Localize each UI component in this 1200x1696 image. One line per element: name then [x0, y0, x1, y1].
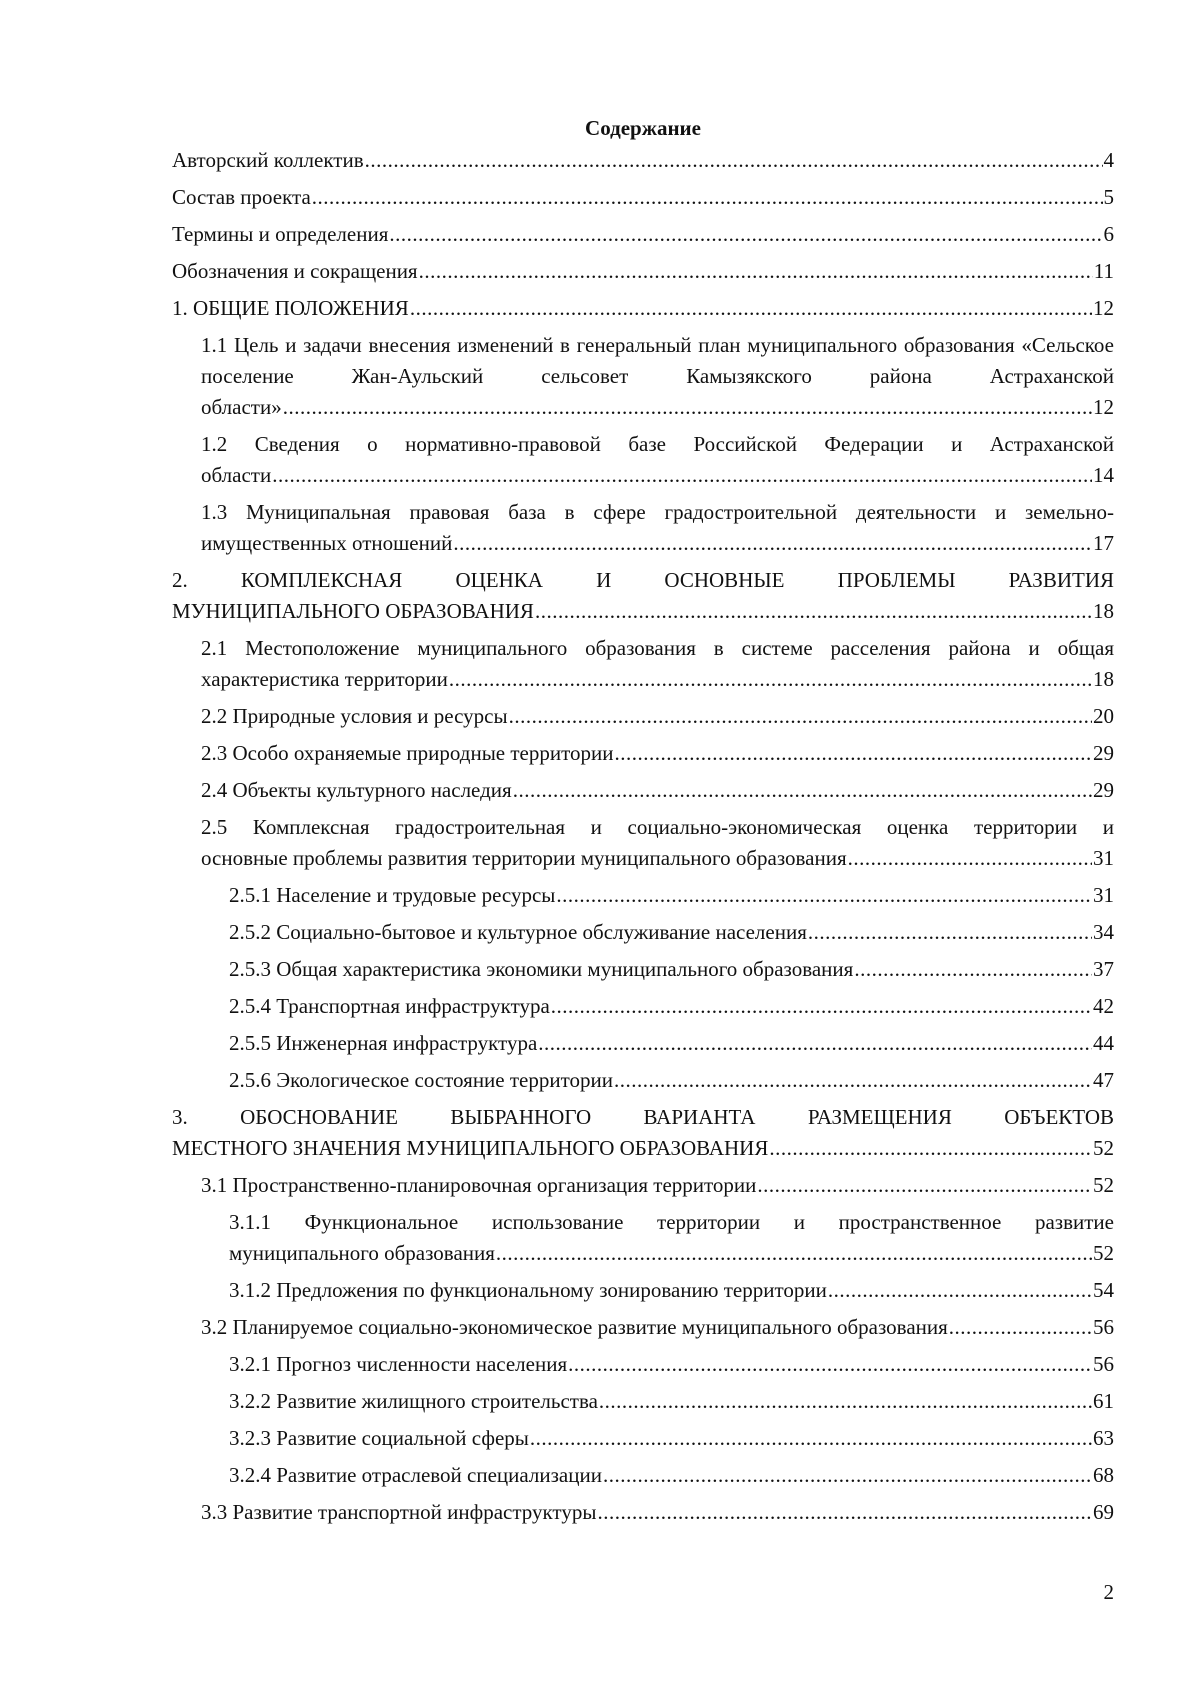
- toc-entry[interactable]: [201, 497, 1114, 559]
- toc-entry-page: 42: [1093, 994, 1114, 1018]
- toc-entry-line: [229, 991, 1114, 1022]
- toc-entry[interactable]: [201, 701, 1114, 732]
- dot-leader: [365, 145, 1103, 176]
- toc-entry-page: 63: [1093, 1426, 1114, 1450]
- toc-entry-title: Состав проекта: [172, 185, 311, 209]
- dot-leader: [757, 1170, 1092, 1201]
- dot-leader: [496, 1238, 1092, 1269]
- toc-entry-page: 29: [1093, 741, 1114, 765]
- toc-entry-title: 3. ОБОСНОВАНИЕ ВЫБРАННОГО ВАРИАНТА РАЗМЕЩЕНИЯ ОБЪЕКТОВ: [172, 1105, 1114, 1129]
- dot-leader: [828, 1275, 1092, 1306]
- toc-entry-page: 56: [1093, 1315, 1114, 1339]
- dot-leader: [614, 1065, 1092, 1096]
- toc-entry[interactable]: [229, 954, 1114, 985]
- dot-leader: [854, 954, 1092, 985]
- dot-leader: [530, 1423, 1092, 1454]
- dot-leader: [509, 701, 1092, 732]
- toc-entry-title: 2.5.2 Социально-бытовое и культурное обслуживание населения: [229, 920, 807, 944]
- dot-leader: [769, 1133, 1092, 1164]
- dot-leader: [599, 1386, 1092, 1417]
- toc-entry-page: 31: [1093, 883, 1114, 907]
- toc-entry-line: [172, 596, 1114, 627]
- toc-entry[interactable]: [201, 1170, 1114, 1201]
- toc-entry-page: 68: [1093, 1463, 1114, 1487]
- toc-entry-page: 11: [1093, 259, 1114, 283]
- toc-entry-line: [201, 775, 1114, 806]
- toc-entry-line: [229, 1065, 1114, 1096]
- toc-entry[interactable]: [201, 633, 1114, 695]
- toc-entry-title: Термины и определения: [172, 222, 389, 246]
- toc-entry-page: 18: [1093, 667, 1114, 691]
- toc-entry-page: 61: [1093, 1389, 1114, 1413]
- dot-leader: [615, 738, 1093, 769]
- toc-entry[interactable]: [201, 775, 1114, 806]
- toc-entry[interactable]: [229, 1207, 1114, 1269]
- toc-entry-page: 20: [1093, 704, 1114, 728]
- toc-entry-page: 37: [1093, 957, 1114, 981]
- toc-entry-title: 2.5.4 Транспортная инфраструктура: [229, 994, 550, 1018]
- toc-entry-title: 1. ОБЩИЕ ПОЛОЖЕНИЯ: [172, 296, 409, 320]
- toc-entry-line: [229, 1028, 1114, 1059]
- toc-entry[interactable]: [229, 917, 1114, 948]
- toc-entry-page: 34: [1093, 920, 1114, 944]
- toc-entry-line: [229, 1349, 1114, 1380]
- toc-entry-title: 3.2.3 Развитие социальной сферы: [229, 1426, 529, 1450]
- toc-entry-title: 2.3 Особо охраняемые природные территории: [201, 741, 614, 765]
- toc-entry-line: [229, 1460, 1114, 1491]
- toc-entry-title: 1.1 Цель и задачи внесения изменений в генеральный план муниципального образования «Сельское поселение Жан-Аульский сельсовет Камызякского района Астраханской: [201, 333, 1114, 388]
- toc-entry-title: Обозначения и сокращения: [172, 259, 418, 283]
- toc-entry[interactable]: [229, 1460, 1114, 1491]
- toc-entry-page: 56: [1093, 1352, 1114, 1376]
- toc-entry-page: 14: [1093, 463, 1114, 487]
- toc-entry-title: 3.1.1 Функциональное использование территории и пространственное развитие: [229, 1210, 1114, 1234]
- toc-entry[interactable]: [172, 293, 1114, 324]
- dot-leader: [556, 880, 1092, 911]
- toc-entry-title: имущественных отношений: [201, 531, 453, 555]
- toc-entry-title: области»: [201, 395, 282, 419]
- toc-entry-line: [172, 219, 1114, 250]
- toc-entry-page: 4: [1103, 148, 1114, 172]
- toc-entry-line: [201, 738, 1114, 769]
- toc-entry[interactable]: [229, 1386, 1114, 1417]
- toc-entry-title: 3.1 Пространственно-планировочная организация территории: [201, 1173, 757, 1197]
- toc-entry-line: [229, 1238, 1114, 1269]
- toc-entry-title: 2.5.3 Общая характеристика экономики муниципального образования: [229, 957, 854, 981]
- toc-entry-page: 69: [1093, 1500, 1114, 1524]
- toc-entry-title: 2.1 Местоположение муниципального образования в системе расселения района и общая: [201, 636, 1114, 660]
- toc-entry-title: 2.5.1 Население и трудовые ресурсы: [229, 883, 556, 907]
- dot-leader: [949, 1312, 1092, 1343]
- toc-entry-line: [201, 1312, 1114, 1343]
- toc-entry-line: [172, 145, 1114, 176]
- toc-entry[interactable]: [201, 330, 1114, 423]
- toc-entry-page: 31: [1093, 846, 1114, 870]
- toc-entry-page: 12: [1093, 296, 1114, 320]
- toc-entry[interactable]: [229, 991, 1114, 1022]
- toc-entry-line: [201, 1497, 1114, 1528]
- toc-entry-title: МЕСТНОГО ЗНАЧЕНИЯ МУНИЦИПАЛЬНОГО ОБРАЗОВАНИЯ: [172, 1136, 769, 1160]
- toc-entry[interactable]: [201, 738, 1114, 769]
- toc-entry-title: 3.3 Развитие транспортной инфраструктуры: [201, 1500, 597, 1524]
- toc-entry-line: [229, 1423, 1114, 1454]
- toc-entry[interactable]: [229, 1275, 1114, 1306]
- toc-entry-title: муниципального образования: [229, 1241, 495, 1265]
- toc-entry-line: [229, 1386, 1114, 1417]
- toc-entry[interactable]: [172, 219, 1114, 250]
- dot-leader: [453, 528, 1092, 559]
- toc-entry-title: 3.2 Планируемое социально-экономическое развитие муниципального образования: [201, 1315, 948, 1339]
- toc-entry-page: 44: [1093, 1031, 1114, 1055]
- toc-entry[interactable]: [172, 145, 1114, 176]
- toc-entry-line: [172, 1133, 1114, 1164]
- toc-entry-page: 29: [1093, 778, 1114, 802]
- toc-entry-title: 1.2 Сведения о нормативно-правовой базе Российской Федерации и Астраханской: [201, 432, 1114, 456]
- toc-entry-line: [201, 843, 1114, 874]
- toc-entry-title: области: [201, 463, 272, 487]
- dot-leader: [283, 392, 1092, 423]
- toc-entry-page: 54: [1093, 1278, 1114, 1302]
- toc-entry-line: [201, 528, 1114, 559]
- toc-entry-page: 18: [1093, 599, 1114, 623]
- toc-entry-title: 2. КОМПЛЕКСНАЯ ОЦЕНКА И ОСНОВНЫЕ ПРОБЛЕМЫ РАЗВИТИЯ: [172, 568, 1114, 592]
- dot-leader: [419, 256, 1093, 287]
- toc-entry[interactable]: [229, 1349, 1114, 1380]
- toc-entry-title: МУНИЦИПАЛЬНОГО ОБРАЗОВАНИЯ: [172, 599, 534, 623]
- dot-leader: [808, 917, 1092, 948]
- toc-entry-line: [201, 664, 1114, 695]
- toc-entry[interactable]: [172, 256, 1114, 287]
- toc-entry-page: 52: [1093, 1136, 1114, 1160]
- table-of-contents: [172, 145, 1114, 1534]
- dot-leader: [597, 1497, 1092, 1528]
- toc-entry-page: 12: [1093, 395, 1114, 419]
- dot-leader: [312, 182, 1103, 213]
- toc-entry-title: 2.2 Природные условия и ресурсы: [201, 704, 508, 728]
- dot-leader: [389, 219, 1102, 250]
- toc-entry-line: [172, 256, 1114, 287]
- toc-entry-line: [229, 954, 1114, 985]
- dot-leader: [449, 664, 1092, 695]
- toc-entry[interactable]: [201, 429, 1114, 491]
- toc-entry-title: Авторский коллектив: [172, 148, 364, 172]
- toc-entry-line: [229, 1275, 1114, 1306]
- toc-entry-line: [229, 880, 1114, 911]
- toc-entry-title: основные проблемы развития территории муниципального образования: [201, 846, 847, 870]
- toc-entry-title: 3.2.4 Развитие отраслевой специализации: [229, 1463, 602, 1487]
- page-number: 2: [1103, 1580, 1114, 1604]
- dot-leader: [410, 293, 1092, 324]
- toc-entry-line: [172, 293, 1114, 324]
- dot-leader: [551, 991, 1092, 1022]
- toc-entry[interactable]: [172, 182, 1114, 213]
- toc-entry-title: 1.3 Муниципальная правовая база в сфере градостроительной деятельности и земельно-: [201, 500, 1114, 524]
- dot-leader: [848, 843, 1092, 874]
- toc-entry[interactable]: [229, 1423, 1114, 1454]
- toc-entry-title: 3.2.2 Развитие жилищного строительства: [229, 1389, 598, 1413]
- toc-entry[interactable]: [201, 812, 1114, 874]
- toc-entry-title: 3.2.1 Прогноз численности населения: [229, 1352, 568, 1376]
- toc-entry-title: 2.5.6 Экологическое состояние территории: [229, 1068, 613, 1092]
- toc-entry-line: [172, 182, 1114, 213]
- toc-entry[interactable]: [172, 1102, 1114, 1164]
- toc-entry-title: характеристика территории: [201, 667, 448, 691]
- dot-leader: [603, 1460, 1092, 1491]
- toc-entry[interactable]: [201, 1497, 1114, 1528]
- toc-entry-page: 47: [1093, 1068, 1114, 1092]
- toc-entry-page: 6: [1103, 222, 1114, 246]
- toc-entry-page: 52: [1093, 1241, 1114, 1265]
- dot-leader: [535, 596, 1092, 627]
- toc-entry-title: 3.1.2 Предложения по функциональному зонированию территории: [229, 1278, 827, 1302]
- toc-entry-title: 2.5 Комплексная градостроительная и социально-экономическая оценка территории и: [201, 815, 1114, 839]
- toc-entry-title: 2.5.5 Инженерная инфраструктура: [229, 1031, 538, 1055]
- dot-leader: [513, 775, 1092, 806]
- toc-entry-line: [201, 392, 1114, 423]
- toc-entry-title: 2.4 Объекты культурного наследия: [201, 778, 512, 802]
- toc-title: Содержание: [585, 116, 701, 140]
- toc-entry-line: [201, 460, 1114, 491]
- toc-entry-page: 17: [1093, 531, 1114, 555]
- toc-entry[interactable]: [201, 1312, 1114, 1343]
- toc-entry[interactable]: [229, 1028, 1114, 1059]
- toc-entry-page: 5: [1103, 185, 1114, 209]
- dot-leader: [538, 1028, 1092, 1059]
- toc-entry[interactable]: [229, 1065, 1114, 1096]
- dot-leader: [568, 1349, 1092, 1380]
- toc-entry-page: 52: [1093, 1173, 1114, 1197]
- toc-entry[interactable]: [172, 565, 1114, 627]
- toc-entry-line: [201, 701, 1114, 732]
- toc-entry-line: [201, 1170, 1114, 1201]
- toc-entry-line: [229, 917, 1114, 948]
- toc-entry[interactable]: [229, 880, 1114, 911]
- dot-leader: [272, 460, 1092, 491]
